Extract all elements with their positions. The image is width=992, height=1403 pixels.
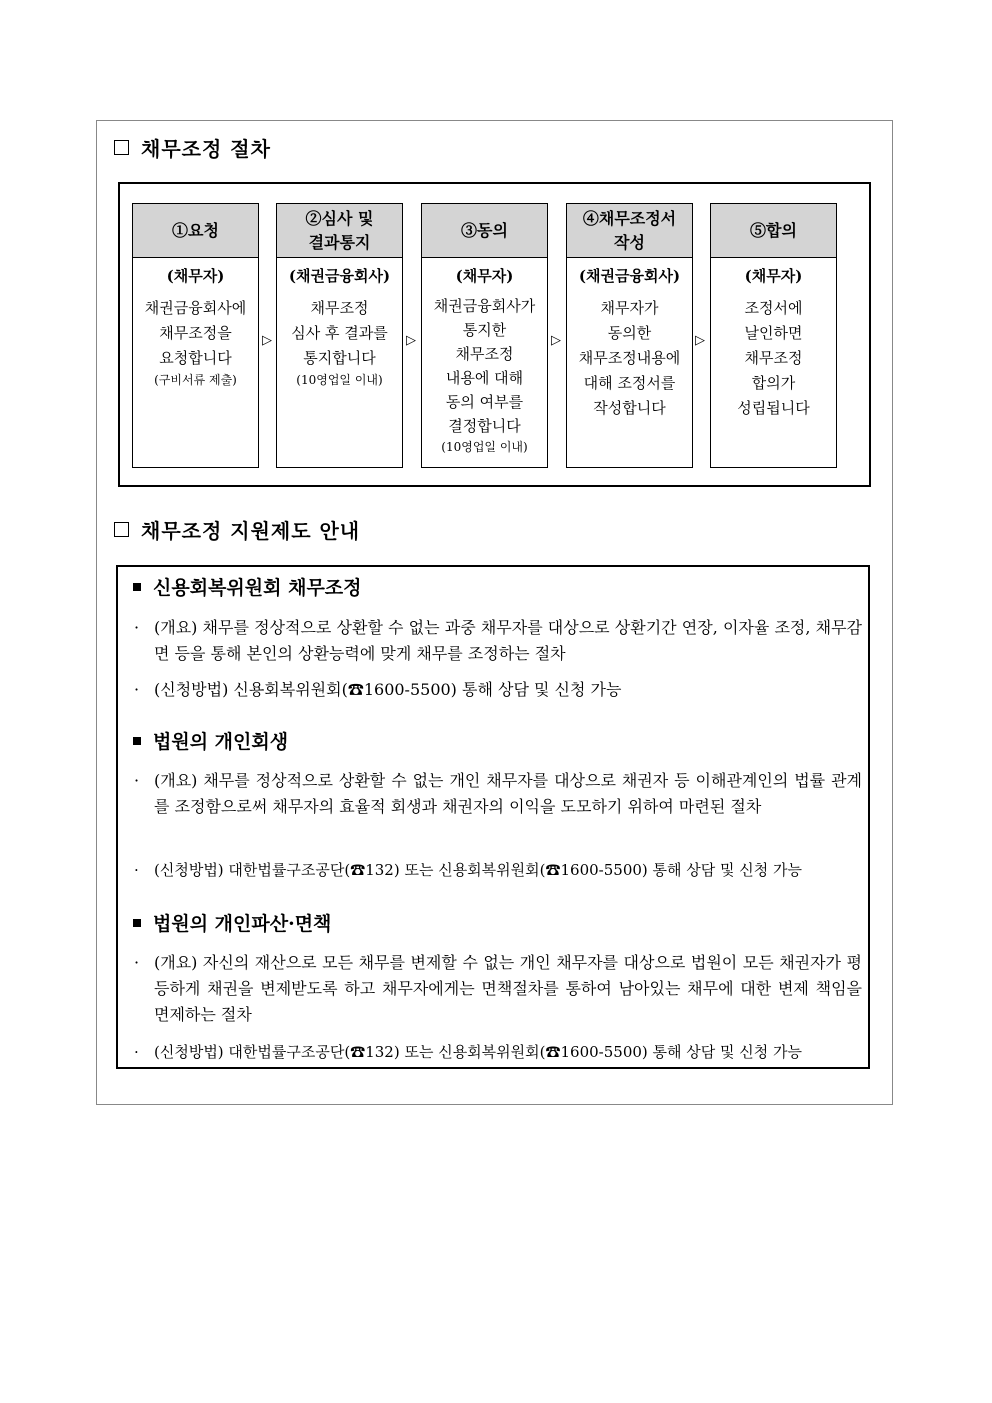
document-panel — [96, 120, 893, 1105]
support-title-text: 채무조정 지원제도 안내 — [141, 519, 361, 543]
arrow-right-icon: ▷ — [695, 333, 705, 348]
overview-text: (개요) 자신의 재산으로 모든 채무를 변제할 수 없는 개인 채무자를 대상으로 법원이 모든 채권자가 평등하게 채권을 변제받도록 하고 채무자에게는 면책절차를 통하여 남아있는 채무에 대한 변제 책임을 면제하는 절차 — [154, 953, 862, 1024]
square-bullet-icon — [133, 583, 141, 591]
step-description: 조정서에 날인하면 채무조정 합의가 성립됩니다 — [737, 299, 810, 417]
bullet-dot-icon: · — [134, 1043, 139, 1061]
step-consent — [421, 203, 548, 468]
apply-text: (신청방법) 대한법률구조공단(☎132) 또는 신용회복위원회(☎1600-5500) 통해 상담 및 신청 가능 — [154, 1043, 803, 1061]
step-description: 채권금융회사에 채무조정을 요청합니다 — [144, 299, 247, 367]
step-head: ②심사 및 결과통지 — [277, 204, 402, 258]
step-actor: (채무자) — [166, 267, 225, 285]
procedure-section-title — [114, 133, 271, 162]
step-description: 채무조정 심사 후 결과를 통지합니다 — [291, 299, 388, 367]
arrow-right-icon: ▷ — [551, 333, 561, 348]
step-note: (구비서류 제출) — [154, 373, 237, 387]
step-agreement — [710, 203, 837, 468]
step-note: (10영업일 이내) — [296, 373, 383, 387]
step-head: ⑤합의 — [711, 204, 836, 258]
section-heading-text: 법원의 개인파산·면책 — [153, 913, 332, 935]
apply-item — [134, 857, 862, 883]
overview-item — [134, 615, 862, 667]
apply-text: (신청방법) 신용회복위원회(☎1600-5500) 통해 상담 및 신청 가능 — [154, 680, 622, 699]
bullet-dot-icon: · — [134, 618, 140, 637]
apply-text: (신청방법) 대한법률구조공단(☎132) 또는 신용회복위원회(☎1600-5500) 통해 상담 및 신청 가능 — [154, 861, 803, 879]
bullet-dot-icon: · — [134, 680, 140, 699]
support-programs-box — [116, 565, 870, 1069]
overview-text: (개요) 채무를 정상적으로 상환할 수 없는 과중 채무자를 대상으로 상환기간 연장, 이자율 조정, 채무감면 등을 통해 본인의 상환능력에 맞게 채무를 조정하는 절차 — [154, 618, 862, 663]
step-head: ③동의 — [422, 204, 547, 258]
step-note: (10영업일 이내) — [441, 440, 528, 454]
overview-text: (개요) 채무를 정상적으로 상환할 수 없는 개인 채무자를 대상으로 채권자 등 이해관계인의 법률 관계를 조정함으로써 채무자의 효율적 회생과 채권자의 이익을 도모하기 위하여 마련된 절차 — [154, 771, 862, 816]
step-head: ①요청 — [133, 204, 258, 258]
overview-item — [134, 950, 862, 1028]
bullet-dot-icon: · — [134, 953, 140, 972]
overview-item — [134, 768, 862, 820]
checkbox-square-icon — [114, 140, 129, 155]
support-section-title — [114, 515, 360, 544]
apply-item — [134, 1039, 862, 1065]
bullet-dot-icon: · — [134, 861, 139, 879]
step-actor: (채무자) — [455, 267, 514, 285]
square-bullet-icon — [133, 919, 141, 927]
step-description: 채무자가 동의한 채무조정내용에 대해 조정서를 작성합니다 — [578, 299, 681, 417]
section-heading-text: 법원의 개인회생 — [153, 731, 289, 753]
step-actor: (채무자) — [744, 267, 803, 285]
step-actor: (채권금융회사) — [288, 267, 391, 285]
step-description: 채권금융회사가 통지한 채무조정 내용에 대해 동의 여부를 결정합니다 — [433, 297, 536, 435]
step-actor: (채권금융회사) — [578, 267, 681, 285]
checkbox-square-icon — [114, 522, 129, 537]
step-review-notify — [276, 203, 403, 468]
arrow-right-icon: ▷ — [262, 333, 272, 348]
section-heading — [133, 573, 362, 600]
bullet-dot-icon: · — [134, 771, 140, 790]
step-head: ④채무조정서 작성 — [567, 204, 692, 258]
square-bullet-icon — [133, 737, 141, 745]
procedure-flow — [118, 182, 871, 487]
procedure-title-text: 채무조정 절차 — [141, 137, 271, 161]
apply-item — [134, 677, 862, 703]
arrow-right-icon: ▷ — [406, 333, 416, 348]
section-heading — [133, 909, 331, 936]
step-draft-agreement — [566, 203, 693, 468]
section-heading — [133, 727, 288, 754]
step-request — [132, 203, 259, 468]
section-heading-text: 신용회복위원회 채무조정 — [153, 577, 362, 599]
